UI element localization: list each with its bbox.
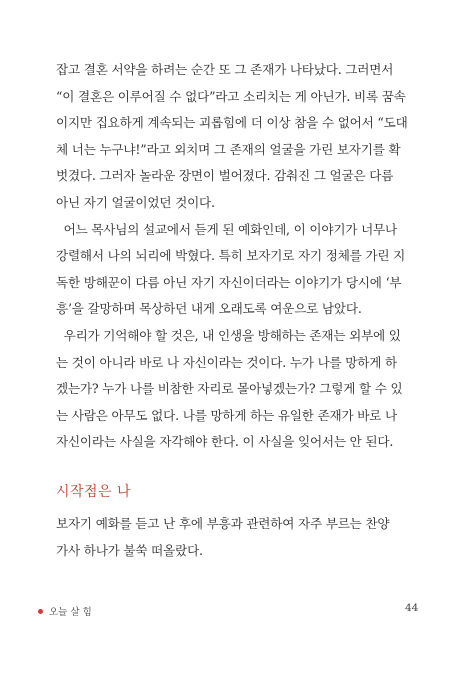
- page-number: 44: [405, 602, 419, 614]
- section-text: [56, 511, 411, 564]
- text-line: 는 것이 아니라 바로 나 자신이라는 것이다. 누가 나를 망하게 하: [56, 354, 397, 370]
- text-line: 겠는가? 누가 나를 비참한 자리로 몰아넣겠는가? 그렇게 할 수 있: [56, 381, 403, 397]
- text-line: 가사 하나가 불쑥 떠올랐다.: [56, 542, 203, 558]
- text-line: 보자기 예화를 듣고 난 후에 부흥과 관련하여 자주 부르는 찬양: [56, 516, 390, 531]
- text-line: 는 사람은 아무도 없다. 나를 망하게 하는 유일한 존재가 바로 나: [56, 407, 397, 423]
- page-footer: [38, 604, 92, 618]
- text-line: 흥’을 갈망하며 목상하던 내게 오래도록 여운으로 남았다.: [56, 301, 362, 317]
- body-text: [56, 57, 411, 456]
- text-line: 벗겼다. 그러자 놀라운 장면이 벌어졌다. 감춰진 그 얼굴은 다름: [56, 168, 394, 184]
- paragraph: [56, 217, 411, 323]
- section-heading: 시작점은 나: [56, 484, 132, 500]
- text-line: 자신이라는 사실을 자각해야 한다. 이 사실을 잊어서는 안 된다.: [56, 434, 394, 450]
- text-line: 체 너는 누구냐!”라고 외치며 그 존재의 얼굴을 가린 보자기를 확: [56, 141, 401, 157]
- text-line: 잡고 결혼 서약을 하려는 순간 또 그 존재가 나타났다. 그러면서: [56, 62, 394, 77]
- text-line: 이지만 집요하게 계속되는 괴롭힘에 더 이상 참을 수 없어서 “도대: [56, 115, 408, 131]
- paragraph: [56, 57, 411, 217]
- text-line: “이 결혼은 이루어질 수 없다”라고 소리치는 게 아닌가. 비록 꿈속: [56, 88, 406, 104]
- text-line: 어느 목사님의 설교에서 듣게 된 예화인데, 이 이야기가 너무나: [56, 221, 397, 237]
- text-line: 우리가 기억해야 할 것은, 내 인생을 방해하는 존재는 외부에 있: [56, 327, 401, 343]
- text-line: 독한 방해꾼이 다름 아닌 자기 자신이더라는 이야기가 당시에 ‘부: [56, 274, 402, 290]
- text-line: 강렬해서 나의 뇌리에 박혔다. 특히 보자기로 자기 정체를 가린 지: [56, 248, 406, 264]
- bullet-icon: [38, 609, 43, 614]
- paragraph: [56, 323, 411, 456]
- book-title: 오늘 살 힘: [49, 607, 92, 618]
- text-line: 아닌 자기 얼굴이었던 것이다.: [56, 194, 215, 210]
